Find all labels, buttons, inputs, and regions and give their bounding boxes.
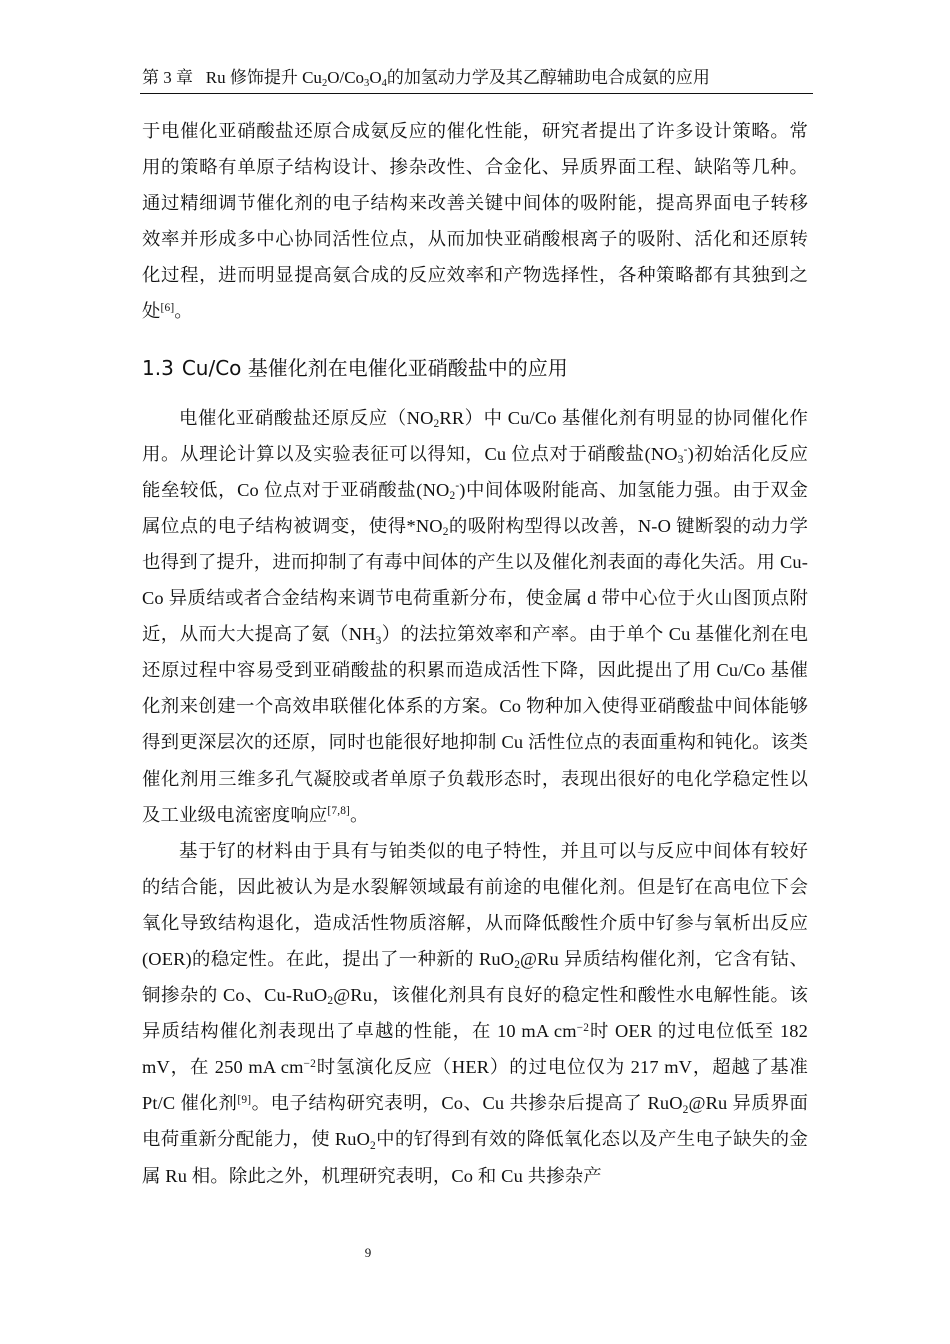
citation: [7,8] bbox=[327, 805, 350, 818]
citation: [6] bbox=[160, 302, 175, 315]
running-header: 第 3 章 Ru 修饰提升 $Cu_2O/Co_3O_4$的加氢动力学及其乙醇辅助电合成氨的应用 bbox=[142, 68, 710, 90]
header-chapter: 第 3 章 bbox=[142, 68, 193, 87]
paragraph-1: 于电催化亚硝酸盐还原合成氨反应的催化性能，研究者提出了许多设计策略。常用的策略有单原子结构设计、掺杂改性、合金化、异质界面工程、缺陷等几种。通过精细调节催化剂的电子结构来改善关键中间体的吸附能，提高界面电子转移效率并形成多中心协同活性位点，从而加快亚硝酸根离子的吸附、活化和还原转化过程，进而明显提高氨合成的反应效率和产物选择性，各种策略都有其独到之处[6]。 bbox=[142, 121, 808, 322]
body-text bbox=[142, 113, 808, 1194]
header-title-part: Ru 修饰提升 Cu bbox=[205, 68, 322, 87]
paragraph-3: 基于钌的材料由于具有与铂类似的电子特性，并且可以与反应中间体有较好的结合能，因此被认为是水裂解领域最有前途的电催化剂。但是钌在高电位下会氧化导致结构退化，造成活性物质溶解，从而降低酸性介质中钌参与氧析出反应(OER)的稳定性。在此，提出了一种新的 RuO$_2$@Ru 异质结构催化剂，它含有钴、铜掺杂的 Co、Cu-RuO$_2$@Ru，该催化剂具有良好的稳定性和酸性水电解性能。该异质结构催化剂表现出了卓越的性能，在 10 mA $cm^{-2}$时 OER 的过电位低至 182 mV，在 250 mA $cm^{-2}$时氢演化反应（HER）的过电位仅为 217 mV，超越了基准 Pt/C 催化剂[9]。电子结构研究表明，Co、Cu 共掺杂后提高了 RuO$_2$@Ru 异质界面电荷重新分配能力，使 RuO$_2$中的钌得到有效的降低氧化态以及产生电子缺失的金属 Ru 相。除此之外，机理研究表明，Co 和 Cu 共掺杂产 bbox=[142, 840, 809, 1186]
section-heading bbox=[142, 330, 808, 400]
section-number: 1.3 bbox=[142, 355, 174, 380]
header-rule bbox=[140, 93, 813, 94]
section-title: Cu/Co 基催化剂在电催化亚硝酸盐中的应用 bbox=[181, 355, 568, 380]
citation: [9] bbox=[237, 1094, 252, 1107]
page-number: 9 bbox=[364, 1245, 372, 1260]
paragraph-2: 电催化亚硝酸盐还原反应$(NO_2RR)$中 Cu/Co 基催化剂有明显的协同催化作用。从理论计算以及实验表征可以得知，Cu 位点对于硝酸盐$(NO_3^-)$初始活化反应能垒较低，Co 位点对于亚硝酸盐$(NO_2^-)$中间体吸附能高、加氢能力强。由于双金属位点的电子结构被调变，使得$*NO_2$的吸附构型得以改善，N-O 键断裂的动力学也得到了提升，进而抑制了有毒中间体的产生以及催化剂表面的毒化失活。用 Cu-Co 异质结或者合金结构来调节电荷重新分布，使金属 d 带中心位于火山图顶点附近，从而大大提高了氨$(NH_3)$的法拉第效率和产率。由于单个 Cu 基催化剂在电还原过程中容易受到亚硝酸盐的积累而造成活性下降，因此提出了用 Cu/Co 基催化剂来创建一个高效串联催化体系的方案。Co 物种加入使得亚硝酸盐中间体能够得到更深层次的还原，同时也能很好地抑制 Cu 活性位点的表面重构和钝化。该类催化剂用三维多孔气凝胶或者单原子负载形态时，表现出很好的电化学稳定性以及工业级电流密度响应[7,8]。 bbox=[142, 407, 808, 825]
